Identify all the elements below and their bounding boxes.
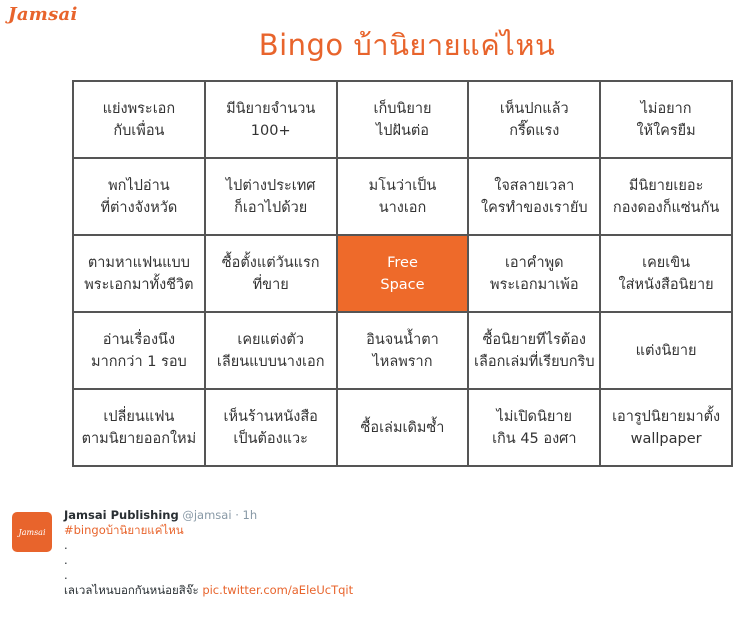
bingo-cell: เคยแต่งตัว เลียนแบบนางเอก	[206, 313, 338, 390]
tweet-dot-line: .	[64, 568, 68, 582]
hashtag-link[interactable]: #bingoบ้านิยายแค่ไหน	[64, 523, 184, 537]
jamsai-logo: Jamsai	[8, 4, 78, 25]
tweet-text: เลเวลไหนบอกกันหน่อยสิจ๊ะ	[64, 583, 199, 597]
bingo-cell: เห็นร้านหนังสือ เป็นต้องแวะ	[206, 390, 338, 467]
bingo-cell: มโนว่าเป็น นางเอก	[338, 159, 470, 236]
separator-dot: ·	[235, 508, 239, 522]
bingo-cell: เปลี่ยนแฟน ตามนิยายออกใหม่	[74, 390, 206, 467]
bingo-cell: ซื้อเล่มเดิมซ้ำ	[338, 390, 470, 467]
bingo-cell: ไปต่างประเทศ ก็เอาไปด้วย	[206, 159, 338, 236]
tweet-dot-line: .	[64, 538, 68, 552]
bingo-cell: เอาคำพูด พระเอกมาเพ้อ	[469, 236, 601, 313]
bingo-cell: แต่งนิยาย	[601, 313, 733, 390]
bingo-cell: พกไปอ่าน ที่ต่างจังหวัด	[74, 159, 206, 236]
tweet-text-line	[64, 583, 734, 598]
bingo-cell: ใจสลายเวลา ใครทำของเรายับ	[469, 159, 601, 236]
media-link[interactable]: pic.twitter.com/aEleUcTqit	[202, 583, 354, 597]
tweet[interactable]	[0, 500, 744, 622]
bingo-cell: ไม่เปิดนิยาย เกิน 45 องศา	[469, 390, 601, 467]
tweet-body	[64, 508, 734, 598]
bingo-cell: อินจนน้ำตา ไหลพราก	[338, 313, 470, 390]
author-name[interactable]: Jamsai Publishing	[64, 508, 179, 522]
bingo-cell: แย่งพระเอก กับเพื่อน	[74, 82, 206, 159]
tweet-time[interactable]: 1h	[242, 508, 258, 522]
bingo-title: Bingo บ้านิยายแค่ไหน	[258, 28, 556, 62]
author-handle[interactable]: @jamsai	[182, 508, 232, 522]
bingo-cell: เอารูปนิยายมาตั้ง wallpaper	[601, 390, 733, 467]
bingo-cell: เห็นปกแล้ว กรี๊ดแรง	[469, 82, 601, 159]
bingo-grid	[72, 80, 733, 467]
bingo-cell: ไม่อยาก ให้ใครยืม	[601, 82, 733, 159]
bingo-cell: มีนิยายเยอะ กองดองก็แซ่นกัน	[601, 159, 733, 236]
bingo-cell: มีนิยายจำนวน 100+	[206, 82, 338, 159]
bingo-cell: ตามหาแฟนแบบ พระเอกมาทั้งชีวิต	[74, 236, 206, 313]
bingo-cell: ซื้อตั้งแต่วันแรก ที่ขาย	[206, 236, 338, 313]
bingo-cell: เคยเขิน ใส่หนังสือนิยาย	[601, 236, 733, 313]
bingo-free-space: Free Space	[338, 236, 470, 313]
author-line	[64, 508, 734, 523]
bingo-cell: ซื้อนิยายทีไรต้อง เลือกเล่มที่เรียบกริบ	[469, 313, 601, 390]
tweet-dot-line: .	[64, 553, 68, 567]
avatar-logo-text: Jamsai	[18, 527, 46, 537]
author-avatar[interactable]	[12, 512, 52, 552]
bingo-cell: เก็บนิยาย ไปฝันต่อ	[338, 82, 470, 159]
bingo-cell: อ่านเรื่องนึง มากกว่า 1 รอบ	[74, 313, 206, 390]
